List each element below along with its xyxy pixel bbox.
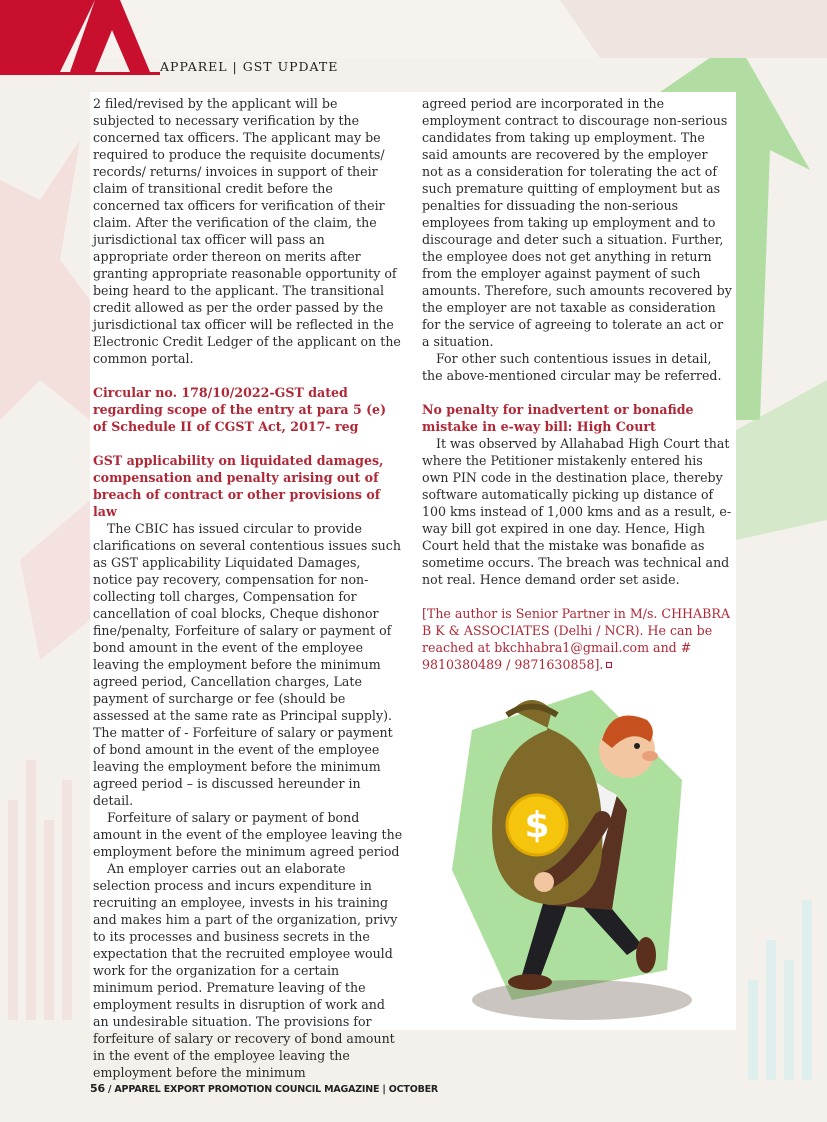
- section-heading: No penalty for inadvertent or bonafide mistake in e-way bill: High Court: [422, 402, 694, 434]
- author-note: [422, 605, 732, 673]
- paragraph: It was observed by Allahabad High Court that where the Petitioner mistakenly entered his own PIN code in the destination place, thereby software automatically picking up distance of 100 kms instead of 1,000 kms and as a result, e-way bill got expired in one day. Hence, High Court held that the mistake was bonafide as sometime occurs. The breach was technical and not real. Hence demand order set aside.: [422, 436, 732, 587]
- dollar-symbol: $: [524, 805, 550, 846]
- paragraph: An employer carries out an elaborate selection process and incurs expenditure in recruiting an employee, invests in his training and makes him a part of the organization, privy to its processes and business secrets in the expectation that the recruited employee would work for the organization for a certain minimum period. Premature leaving of the employment results in disruption of work and an undesirable situation. The provisions for forfeiture of salary or recovery of bond amount in the event of the employee leaving the employment before the minimum: [93, 861, 398, 1080]
- magazine-logo: [0, 0, 160, 80]
- page-number: 56: [90, 1082, 105, 1095]
- paragraph: agreed period are incorporated in the employment contract to discourage non-serious candidates from taking up employment. The said amounts are recovered by the employer not as a consideration for tolerating the act of such premature quitting of employment but as penalties for dissuading the non-serious employees from taking up employment and to discourage and deter such a situation. Further, the employee does not get anything in return from the employer against payment of such amounts. Therefore, such amounts recovered by the employer are not taxable as consideration for the service of agreeing to tolerate an act or a situation.: [422, 96, 732, 349]
- left-column: [93, 95, 403, 1081]
- man-carrying-money-bag-icon: [452, 670, 702, 1020]
- paragraph: The CBIC has issued circular to provide clarifications on several contentious issues such as GST applicability Liquidated Damages, notice pay recovery, compensation for non-collecting toll charges, Compensation for cancellation of coal blocks, Cheque dishonor fine/penalty, Forfeiture of salary or payment of bond amount in the event of the employee leaving the employment before the minimum agreed period, Cancellation charges, Late payment of surcharge or fee (should be assessed at the same rate as Principal supply). The matter of - Forfeiture of salary or payment of bond amount in the event of the employee leaving the employment before the minimum agreed period – is discussed hereunder in detail.: [93, 521, 401, 808]
- author-note-text: [The author is Senior Partner in M/s. CHHABRA B K & ASSOCIATES (Delhi / NCR). He can be reached at bkchhabra1@gmail.com and # 9810380489 / 9871630858].: [422, 606, 730, 672]
- paragraph: For other such contentious issues in detail, the above-mentioned circular may be referred.: [422, 351, 722, 383]
- paragraph: 2 filed/revised by the applicant will be subjected to necessary verification by the concerned tax officers. The applicant may be required to produce the requisite documents/ records/ returns/ invoices in support of their claim of transitional credit before the concerned tax officers for verification of their claim. After the verification of the claim, the jurisdictional tax officer will pass an appropriate order thereon on merits after granting appropriate reasonable opportunity of being heard to the applicant. The transitional credit allowed as per the order passed by the jurisdictional tax officer will be reflected in the Electronic Credit Ledger of the applicant on the common portal.: [93, 96, 401, 366]
- footer-text: / APPAREL EXPORT PROMOTION COUNCIL MAGAZINE | OCTOBER: [108, 1084, 439, 1095]
- section-heading: Circular no. 178/10/2022-GST dated regarding scope of the entry at para 5 (e) of Schedule II of CGST Act, 2017- reg: [93, 385, 387, 434]
- end-mark-icon: [606, 662, 612, 668]
- page-footer: [90, 1082, 438, 1095]
- paragraph: Forfeiture of salary or payment of bond amount in the event of the employee leaving the employment before the minimum agreed period: [93, 810, 403, 859]
- section-header: APPAREL | GST UPDATE: [160, 59, 339, 74]
- section-heading: GST applicability on liquidated damages, compensation and penalty arising out of breach of contract or other provisions of law: [93, 453, 384, 519]
- right-column: [422, 95, 732, 673]
